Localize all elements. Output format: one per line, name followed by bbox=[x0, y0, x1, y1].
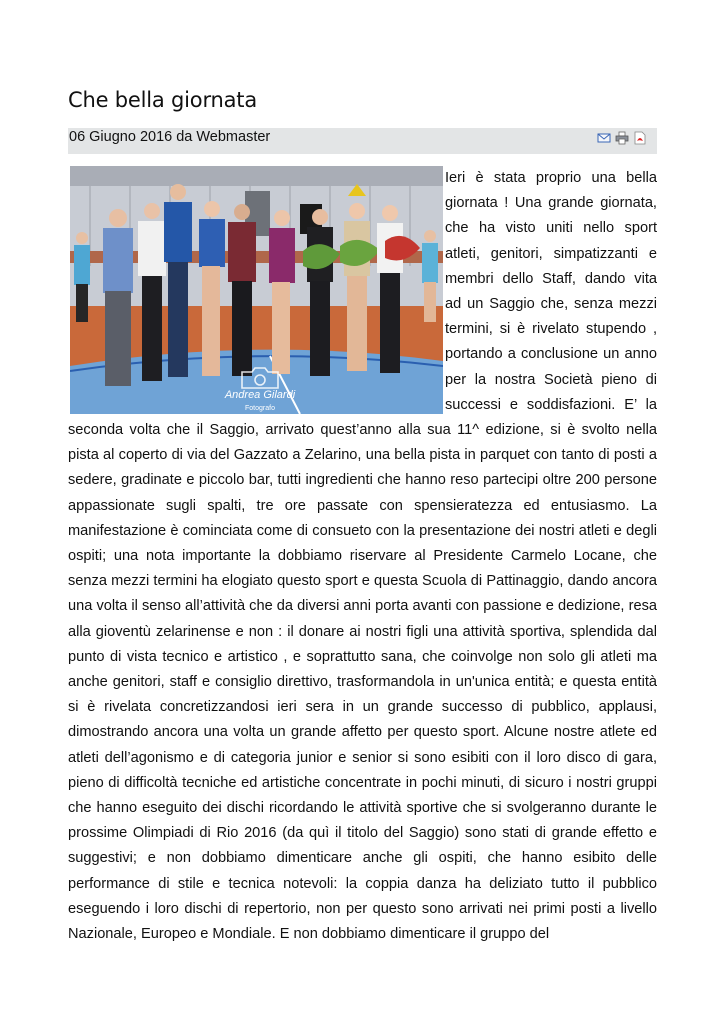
print-icon[interactable] bbox=[615, 131, 629, 145]
email-icon[interactable] bbox=[597, 131, 611, 145]
article-photo bbox=[70, 166, 443, 414]
group-photo-image bbox=[70, 166, 443, 414]
article-actions bbox=[597, 131, 647, 145]
article-body bbox=[68, 166, 657, 947]
article-text: Ieri è stata proprio una bella giornata ! Una grande giornata, che ha visto uniti nello sport atleti, genitori, simpatizzanti e membri dello Staff, dando vita ad un Saggio che, senza mezzi termini, si è rivelato stupendo , portando a conclusione un anno per la nostra Società pieno di successi e soddisfazioni. E’ la seconda volta che il Saggio, arrivato quest’anno alla sua 11^ edizione, si è svolto nella pista al coperto di via del Gazzato a Zelarino, una bella pista in parquet con tanto di posti a sedere, gradinate e piccolo bar, tutti ingredienti che hanno reso partecipi oltre 200 persone appassionate sugli spalti, tre ore passate con spensieratezza ed entusiasmo. La manifestazione è cominciata come di consueto con la presentazione dei nostri atleti e degli ospiti; una nota importante la dobbiamo riservare al Presidente Carmelo Locane, che senza mezzi termini ha elogiato questo sport e questa Scuola di Pattinaggio, dando ancora una volta il senso all’attività che da diversi anni porta avanti con passione e dedizione, resa alla gioventù zelarinense e non : il donare ai nostri figli una attività sportiva, splendida dal punto di vista tecnico e artistico , e soprattutto sana, che coinvolge non solo gli atleti ma anche genitori, staff e consiglio direttivo, trasformandola in un'unica entità; e questa entità si è rivelata concretizzandosi ieri sera in un grande successo di pubblico, applausi, dimostrando ancora una volta un grande affetto per questo sport. Alcune nostre atlete ed atleti dell’agonismo e di categoria junior e senior si sono esibiti con il loro disco di gara, pieno di difficoltà tecniche ed artistiche concentrate in pochi minuti, di sicuro i nostri gruppi che hanno eseguito dei dischi ricordando le attività sportive che si svolgeranno durante le prossime Olimpiadi di Rio 2016 (da quì il titolo del Saggio) sono stati di grande effetto e suggestivi; e non dobbiamo dimenticare anche gli ospiti, che hanno esibito delle performance di stile e tecnica notevoli: la coppia danza ha deliziato tutto il pubblico eseguendo i loro dischi di repertorio, non per questo sono arrivati nei primi posti a livello Nazionale, Europeo e Mondiale. E non dobbiamo dimenticare il gruppo del bbox=[68, 170, 657, 943]
article-meta-bar bbox=[68, 128, 657, 154]
article-title: Che bella giornata bbox=[68, 88, 257, 112]
pdf-icon[interactable] bbox=[633, 131, 647, 145]
photo-watermark-sub: Fotografo bbox=[245, 405, 275, 412]
article-meta: 06 Giugno 2016 da Webmaster bbox=[69, 129, 271, 145]
photo-watermark-name: Andrea Gilardi bbox=[224, 389, 296, 401]
